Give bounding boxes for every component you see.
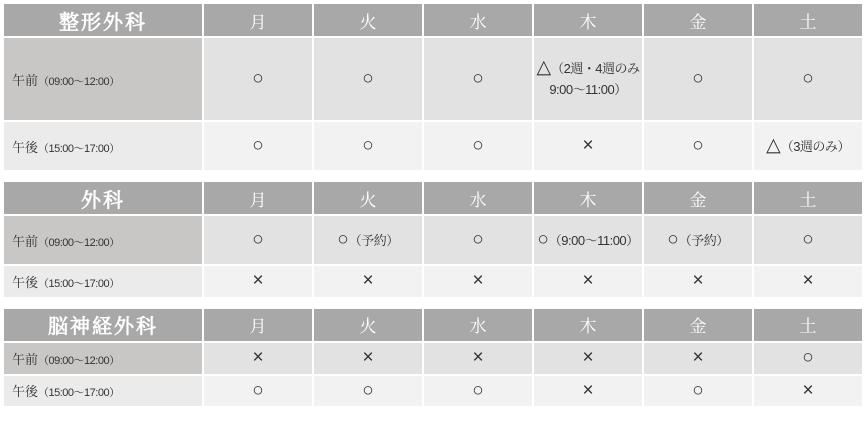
availability-mark: ○ bbox=[472, 134, 484, 156]
availability-mark: × bbox=[472, 270, 484, 291]
availability-mark: × bbox=[252, 346, 264, 368]
availability-cell bbox=[424, 266, 532, 297]
availability-mark: ○ bbox=[692, 67, 704, 89]
availability-note: （3週のみ） bbox=[780, 138, 850, 154]
availability-cell bbox=[644, 376, 752, 407]
day-header: 月 bbox=[204, 4, 312, 36]
availability-cell bbox=[314, 266, 422, 297]
availability-cell bbox=[754, 266, 862, 297]
availability-cell bbox=[644, 122, 752, 170]
availability-cell bbox=[314, 376, 422, 407]
availability-note: （予約） bbox=[348, 232, 399, 248]
time-period-label bbox=[4, 376, 202, 407]
availability-mark: × bbox=[692, 346, 704, 368]
availability-cell bbox=[204, 38, 312, 120]
time-period-name: 午前 bbox=[12, 72, 39, 88]
table-row bbox=[4, 376, 862, 407]
availability-mark: ○ bbox=[692, 379, 704, 401]
availability-mark: × bbox=[252, 270, 264, 291]
availability-mark: ○ bbox=[537, 228, 549, 250]
availability-mark: × bbox=[692, 270, 704, 291]
table-header-row bbox=[4, 182, 862, 214]
availability-mark: ○ bbox=[802, 67, 814, 89]
availability-mark: △ bbox=[766, 134, 781, 156]
table-row bbox=[4, 343, 862, 374]
availability-mark: × bbox=[582, 270, 594, 291]
day-header: 金 bbox=[644, 4, 752, 36]
availability-cell bbox=[534, 266, 642, 297]
availability-mark: × bbox=[802, 270, 814, 291]
availability-cell bbox=[314, 343, 422, 374]
availability-cell bbox=[754, 122, 862, 170]
availability-cell bbox=[204, 122, 312, 170]
availability-cell bbox=[754, 343, 862, 374]
day-header: 火 bbox=[314, 4, 422, 36]
table-row bbox=[4, 216, 862, 264]
availability-cell bbox=[534, 122, 642, 170]
schedule-table bbox=[2, 307, 864, 409]
availability-cell bbox=[754, 216, 862, 264]
availability-mark: ○ bbox=[252, 228, 264, 250]
availability-cell bbox=[424, 122, 532, 170]
day-header: 土 bbox=[754, 182, 862, 214]
department-title: 外科 bbox=[4, 182, 202, 214]
time-period-hours: （15:00〜17:00） bbox=[38, 142, 120, 155]
availability-cell bbox=[204, 216, 312, 264]
day-header: 水 bbox=[424, 309, 532, 341]
day-header: 土 bbox=[754, 309, 862, 341]
availability-mark: × bbox=[582, 379, 594, 401]
time-period-hours: （09:00〜12:00） bbox=[38, 75, 120, 88]
availability-mark: ○ bbox=[802, 346, 814, 368]
availability-mark: ○ bbox=[362, 67, 374, 89]
availability-cell bbox=[424, 343, 532, 374]
day-header: 木 bbox=[534, 309, 642, 341]
table-row bbox=[4, 38, 862, 120]
availability-mark: × bbox=[472, 346, 484, 368]
table-row bbox=[4, 122, 862, 170]
time-period-hours: （15:00〜17:00） bbox=[38, 277, 120, 290]
table-spacer bbox=[0, 299, 866, 307]
day-header: 火 bbox=[314, 309, 422, 341]
availability-cell bbox=[534, 343, 642, 374]
availability-cell bbox=[644, 38, 752, 120]
availability-mark: ○ bbox=[252, 67, 264, 89]
schedule-table bbox=[2, 180, 864, 299]
availability-mark: ○ bbox=[362, 379, 374, 401]
day-header: 水 bbox=[424, 182, 532, 214]
availability-mark: ○ bbox=[472, 67, 484, 89]
time-period-hours: （09:00〜12:00） bbox=[38, 354, 120, 367]
time-period-label bbox=[4, 38, 202, 120]
availability-cell bbox=[204, 266, 312, 297]
availability-mark: × bbox=[582, 346, 594, 368]
availability-cell bbox=[644, 216, 752, 264]
availability-mark: ○ bbox=[472, 379, 484, 401]
day-header: 水 bbox=[424, 4, 532, 36]
time-period-label bbox=[4, 266, 202, 297]
time-period-name: 午後 bbox=[12, 139, 39, 155]
availability-cell bbox=[754, 376, 862, 407]
time-period-label bbox=[4, 216, 202, 264]
availability-cell bbox=[314, 122, 422, 170]
time-period-name: 午後 bbox=[12, 384, 39, 400]
day-header: 金 bbox=[644, 309, 752, 341]
time-period-hours: （15:00〜17:00） bbox=[38, 387, 120, 400]
availability-cell bbox=[424, 376, 532, 407]
table-header-row bbox=[4, 309, 862, 341]
availability-mark: △ bbox=[536, 57, 552, 79]
table-header-row bbox=[4, 4, 862, 36]
availability-cell bbox=[424, 216, 532, 264]
day-header: 月 bbox=[204, 182, 312, 214]
availability-cell bbox=[644, 343, 752, 374]
availability-note: （2週・4週のみ 9:00〜11:00） bbox=[549, 61, 640, 98]
department-title: 整形外科 bbox=[4, 4, 202, 36]
availability-mark: ○ bbox=[252, 134, 264, 156]
availability-note: （9:00〜11:00） bbox=[548, 232, 639, 248]
availability-cell bbox=[204, 376, 312, 407]
table-row bbox=[4, 266, 862, 297]
availability-cell bbox=[534, 216, 642, 264]
time-period-name: 午前 bbox=[12, 233, 39, 249]
availability-mark: ○ bbox=[337, 228, 349, 250]
availability-note: （予約） bbox=[678, 232, 729, 248]
time-period-name: 午後 bbox=[12, 274, 39, 290]
availability-cell bbox=[534, 376, 642, 407]
time-period-name: 午前 bbox=[12, 351, 39, 367]
day-header: 木 bbox=[534, 182, 642, 214]
availability-mark: ○ bbox=[362, 134, 374, 156]
availability-mark: ○ bbox=[252, 379, 264, 401]
day-header: 木 bbox=[534, 4, 642, 36]
table-spacer bbox=[0, 172, 866, 180]
availability-mark: × bbox=[362, 270, 374, 291]
department-title: 脳神経外科 bbox=[4, 309, 202, 341]
time-period-label bbox=[4, 122, 202, 170]
availability-cell bbox=[314, 38, 422, 120]
availability-cell bbox=[314, 216, 422, 264]
availability-cell bbox=[754, 38, 862, 120]
time-period-label bbox=[4, 343, 202, 374]
schedule-tables-container bbox=[0, 2, 866, 408]
day-header: 金 bbox=[644, 182, 752, 214]
availability-mark: ○ bbox=[802, 228, 814, 250]
time-period-hours: （09:00〜12:00） bbox=[38, 236, 120, 249]
availability-mark: × bbox=[582, 134, 594, 156]
day-header: 火 bbox=[314, 182, 422, 214]
availability-mark: ○ bbox=[692, 134, 704, 156]
schedule-table bbox=[2, 2, 864, 172]
schedule-page bbox=[0, 2, 866, 446]
day-header: 土 bbox=[754, 4, 862, 36]
availability-mark: × bbox=[362, 346, 374, 368]
availability-cell bbox=[204, 343, 312, 374]
availability-mark: × bbox=[802, 379, 814, 401]
day-header: 月 bbox=[204, 309, 312, 341]
availability-mark: ○ bbox=[472, 228, 484, 250]
availability-cell bbox=[424, 38, 532, 120]
availability-cell bbox=[534, 38, 642, 120]
availability-cell bbox=[644, 266, 752, 297]
availability-mark: ○ bbox=[667, 228, 679, 250]
